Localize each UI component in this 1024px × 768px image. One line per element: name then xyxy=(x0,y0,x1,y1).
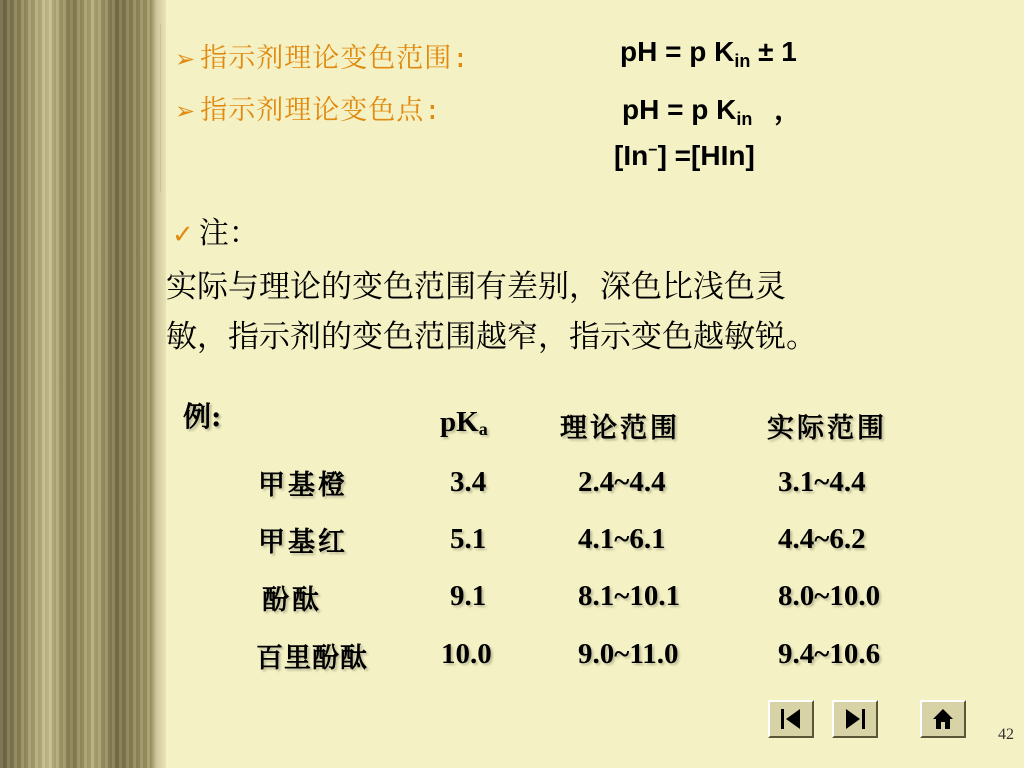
page-number: 42 xyxy=(998,726,1014,743)
decorative-left-band xyxy=(0,0,150,768)
definition-line-point xyxy=(175,88,441,127)
arrow-bullet-icon: ➢ xyxy=(175,97,196,125)
last-slide-button[interactable] xyxy=(832,700,878,738)
formula-subscript: in xyxy=(736,109,753,129)
note-paragraph xyxy=(166,262,1016,362)
pka-value: 9.1 xyxy=(450,580,487,612)
first-slide-button[interactable] xyxy=(768,700,814,738)
arrow-bullet-icon: ➢ xyxy=(175,45,196,73)
header-pka-text: pK xyxy=(440,406,479,438)
header-pka xyxy=(440,406,488,440)
example-label: 例: xyxy=(183,400,222,433)
formula-superscript: − xyxy=(648,142,658,159)
header-actual-range: 实际范围 xyxy=(767,413,887,444)
pka-value: 5.1 xyxy=(450,523,487,555)
header-theory-range: 理论范围 xyxy=(560,413,680,444)
formula-text: pH = p K xyxy=(620,36,735,67)
range-label: 指示剂理论变色范围: xyxy=(200,43,470,74)
indicator-name: 甲基红 xyxy=(258,527,348,558)
home-icon xyxy=(930,706,956,732)
indicator-name: 甲基橙 xyxy=(258,470,348,501)
indicator-name: 酚酞 xyxy=(262,585,322,616)
formula-text: [In xyxy=(614,140,649,171)
formula-text: ± 1 xyxy=(758,36,797,67)
first-slide-icon xyxy=(778,706,804,732)
formula-text: ] =[HIn] xyxy=(657,140,755,171)
actual-range-value: 8.0~10.0 xyxy=(778,580,881,612)
home-button[interactable] xyxy=(920,700,966,738)
pka-value: 10.0 xyxy=(441,638,492,670)
theory-range-value: 4.1~6.1 xyxy=(578,523,666,555)
point-formula xyxy=(622,88,802,130)
formula-subscript: in xyxy=(734,51,751,71)
range-formula xyxy=(620,36,797,72)
check-icon: ✓ xyxy=(172,220,194,250)
note-text-line: 实际与理论的变色范围有差别，深色比浅色灵 xyxy=(166,269,786,305)
theory-range-value: 9.0~11.0 xyxy=(578,638,679,670)
indicator-name: 百里酚酞 xyxy=(256,643,368,674)
note-text-line: 敏，指示剂的变色范围越窄，指示变色越敏锐。 xyxy=(166,319,817,355)
definition-line-range xyxy=(175,36,469,75)
theory-range-value: 2.4~4.4 xyxy=(578,466,666,498)
formula-text: ， xyxy=(774,94,803,125)
actual-range-value: 3.1~4.4 xyxy=(778,466,866,498)
actual-range-value: 9.4~10.6 xyxy=(778,638,881,670)
point-label: 指示剂理论变色点: xyxy=(200,95,442,126)
formula-text: pH = p K xyxy=(622,94,737,125)
note-heading xyxy=(172,208,259,252)
header-pka-subscript: a xyxy=(478,419,488,439)
pka-value: 3.4 xyxy=(450,466,487,498)
note-label: 注： xyxy=(198,216,259,251)
equilibrium-formula xyxy=(614,140,755,172)
last-slide-icon xyxy=(842,706,868,732)
theory-range-value: 8.1~10.1 xyxy=(578,580,681,612)
actual-range-value: 4.4~6.2 xyxy=(778,523,866,555)
